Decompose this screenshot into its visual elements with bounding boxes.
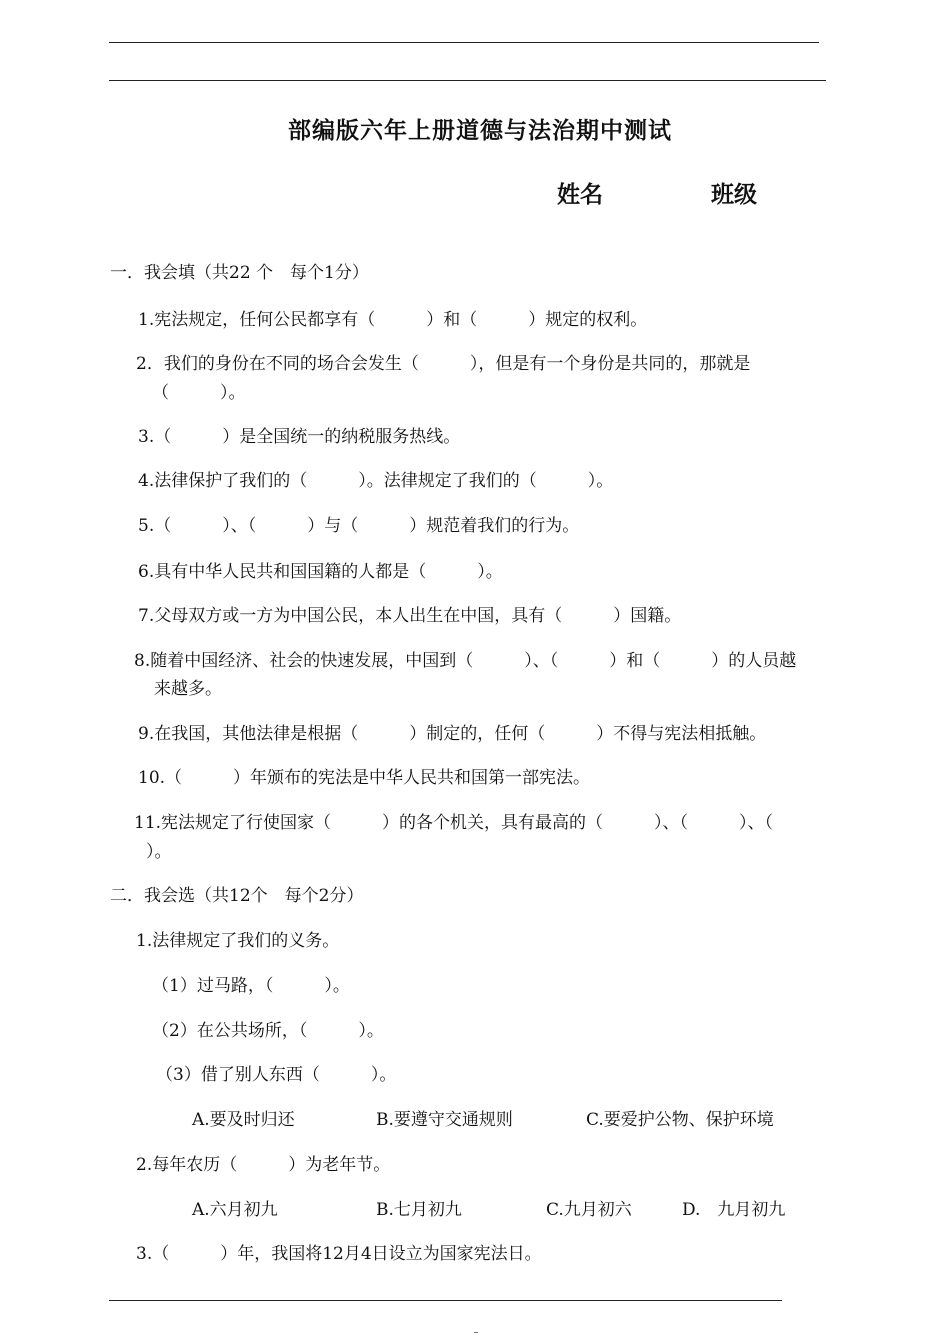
choice-subquestion: （1）过马路，（ ）。	[152, 976, 350, 996]
choice-question: 1.法律规定了我们的义务。	[136, 931, 340, 951]
fill-question: 7.父母双方或一方为中国公民，本人出生在中国，具有（ ）国籍。	[138, 606, 682, 626]
fill-question: 10.（ ）年颁布的宪法是中华人民共和国第一部宪法。	[138, 768, 591, 788]
choice-question: 3.（ ）年，我国将12月4日设立为国家宪法日。	[136, 1244, 542, 1264]
header-rule-top	[109, 42, 819, 43]
footer-rule	[109, 1300, 782, 1301]
option-b: B.七月初九	[376, 1200, 462, 1220]
section1-heading: 一．我会填（共22 个 每个1分）	[110, 263, 369, 283]
footer-mark	[474, 1332, 478, 1333]
choice-subquestion: （3）借了别人东西（ ）。	[156, 1065, 397, 1085]
option-c: C.要爱护公物、保护环境	[586, 1110, 774, 1130]
fill-question: 11.宪法规定了行使国家（ ）的各个机关，具有最高的（ ）、（ ）、（	[134, 813, 774, 833]
fill-question: 8.随着中国经济、社会的快速发展，中国到（ ）、（ ）和（ ）的人员越	[134, 651, 797, 671]
fill-question-continued: ）。	[146, 842, 172, 862]
option-a: A.六月初九	[192, 1200, 278, 1220]
section2-heading: 二．我会选（共12个 每个2分）	[110, 886, 364, 906]
fill-question-continued: （ ）。	[152, 383, 246, 403]
fill-question: 1.宪法规定，任何公民都享有（ ）和（ ）规定的权利。	[138, 310, 648, 330]
page-title: 部编版六年上册道德与法治期中测试	[288, 118, 672, 144]
option-c: C.九月初六	[546, 1200, 632, 1220]
choice-subquestion: （2）在公共场所，（ ）。	[152, 1021, 384, 1041]
fill-question: 3.（ ）是全国统一的纳税服务热线。	[138, 427, 461, 447]
fill-question: 6.具有中华人民共和国国籍的人都是（ ）。	[138, 562, 503, 582]
option-d: D. 九月初九	[682, 1200, 786, 1220]
option-b: B.要遵守交通规则	[376, 1110, 513, 1130]
fill-question: 4.法律保护了我们的（ ）。法律规定了我们的（ ）。	[138, 471, 614, 491]
fill-question: 5.（ ）、（ ）与（ ）规范着我们的行为。	[138, 516, 580, 536]
fill-question: 2．我们的身份在不同的场合会发生（ ），但是有一个身份是共同的，那就是	[136, 354, 751, 374]
fill-question: 9.在我国，其他法律是根据（ ）制定的，任何（ ）不得与宪法相抵触。	[138, 724, 767, 744]
header-rule-bottom	[109, 80, 826, 81]
class-label: 班级	[711, 182, 757, 208]
option-a: A.要及时归还	[192, 1110, 295, 1130]
fill-question-continued: 来越多。	[154, 679, 222, 699]
choice-question: 2.每年农历（ ）为老年节。	[136, 1155, 391, 1175]
name-label: 姓名	[557, 182, 603, 208]
